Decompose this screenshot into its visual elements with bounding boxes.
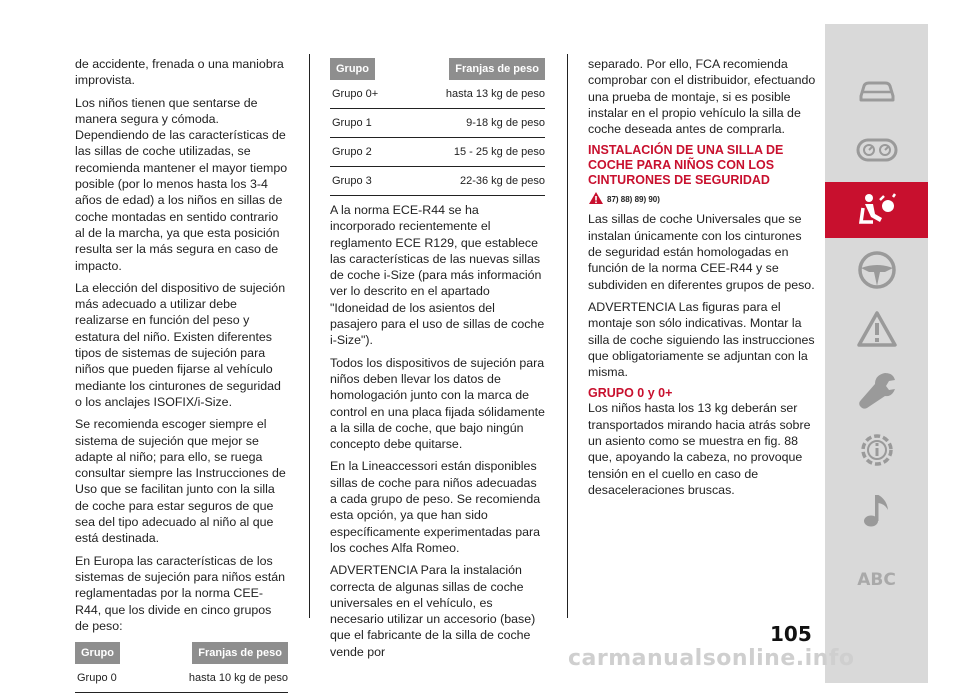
nav-car[interactable]: [825, 62, 928, 118]
table-cell-weight: 9-18 kg de peso: [466, 117, 545, 129]
wrench-icon: [855, 368, 899, 412]
nav-dashboard[interactable]: [825, 122, 928, 178]
paragraph: En Europa las características de los sistemas de sujeción para niños están reglamentadas por la norma CEE-R44, que los divide en cinco grupos de peso:: [75, 553, 286, 633]
car-icon: [855, 68, 899, 112]
paragraph: En la Lineaccessori están disponibles sillas de coche para niños adecuadas a cada grupo de peso. Se recomienda esta opción, ya que han sido específicamente experimentadas para los coches Alfa Romeo.: [330, 459, 541, 555]
table-cell-weight: hasta 10 kg de peso: [188, 672, 288, 685]
table-header: [330, 58, 545, 80]
table-cell-group: Grupo 0: [77, 672, 117, 685]
table-header-group: Grupo: [75, 642, 120, 664]
nav-warnings[interactable]: [825, 302, 928, 358]
table-row: [75, 664, 288, 693]
paragraph: separado. Por ello, FCA recomienda comprobar con el distribuidor, efectuando una prueba de montaje, si es posible instalar en el propio vehículo la silla de coche deseada antes de comprarla.: [588, 57, 816, 137]
music-note-icon: [855, 488, 899, 532]
warning-triangle-icon: [588, 191, 604, 207]
warning-references: [588, 191, 816, 207]
table-cell-weight: hasta 13 kg de peso: [445, 88, 545, 100]
table-row: [330, 109, 545, 138]
paragraph: ADVERTENCIA Las figuras para el montaje son sólo indicativas. Montar la silla de coche siguiendo las instrucciones que obligatoriamente se adjuntan con la misma.: [588, 299, 815, 380]
table-header-weight: Franjas de peso: [192, 642, 288, 664]
paragraph: Se recomienda escoger siempre el sistema de sujeción que mejor se adapte al niño; para ello, se ruega consultar siempre las Instrucciones de Uso que se facilitan junto con la silla de coche para estar seguros de que sea del tipo adecuado al niño al que está destinada.: [75, 417, 286, 546]
chapter-sidebar: [825, 24, 928, 683]
nav-multimedia[interactable]: [825, 482, 928, 538]
table-cell-group: Grupo 1: [332, 117, 372, 129]
watermark: carmanualsonline.info: [568, 646, 855, 671]
column-2: [330, 58, 545, 666]
table-row: [330, 80, 545, 109]
nav-driving[interactable]: [825, 242, 928, 298]
paragraph: La elección del dispositivo de sujeción más adecuado a utilizar debe realizarse en función del peso y estatura del niño. Existen diferentes tipos de sistemas de sujeción para niños que pueden fijarse al vehículo mediante los cinturones de seguridad o los anclajes ISOFIX/i-Size.: [75, 280, 286, 409]
dashboard-icon: [855, 128, 899, 172]
table-cell-weight: 22-36 kg de peso: [459, 175, 545, 187]
nav-safety[interactable]: [825, 182, 928, 238]
nav-maintenance[interactable]: [825, 362, 928, 418]
page-number: 105: [770, 622, 812, 646]
warning-triangle-icon: [855, 308, 899, 352]
weight-group-table: [330, 58, 545, 196]
paragraph: A la norma ECE-R44 se ha incorporado recientemente el reglamento ECE R129, que establece las características de las nuevas sillas de coche i-Size (para más información ver lo descrito en el apartado "Idoneidad de los asientos del pasajero para el uso de sillas de coche i-Size").: [330, 203, 545, 348]
table-row: [330, 138, 545, 167]
table-header-weight: Franjas de peso: [449, 58, 545, 80]
paragraph: Los niños tienen que sentarse de manera segura y cómoda. Dependiendo de las características de las sillas de coche utilizadas, se recomienda mantener el mayor tiempo posible (por lo menos hasta los 3-4 años de edad) a los niños en sillas de coche montadas en sentido contrario al de la marcha, ya que esta posición resulta ser la más segura en caso de impacto.: [75, 95, 288, 273]
column-divider: [309, 54, 310, 618]
column-3: [588, 56, 816, 504]
abc-icon: ABC: [857, 570, 896, 590]
subsection-heading: GRUPO 0 y 0+: [588, 386, 673, 401]
paragraph: ADVERTENCIA Para la instalación correcta de algunas sillas de coche universales en el vehículo, es necesario utilizar un accesorio (base) que el fabricante de la silla de coche vende por: [330, 563, 536, 659]
table-row: [330, 167, 545, 196]
column-divider: [567, 54, 568, 618]
paragraph: Las sillas de coche Universales que se instalan únicamente con los cinturones de seguridad están homologadas en función de la norma CEE-R44 y se subdividen en diferentes grupos de peso.: [588, 212, 815, 292]
nav-technical-data[interactable]: [825, 422, 928, 478]
airbag-safety-icon: [855, 188, 899, 232]
table-cell-group: Grupo 0+: [332, 88, 379, 100]
table-cell-weight: 15 - 25 kg de peso: [453, 146, 545, 158]
steering-wheel-icon: [855, 248, 899, 292]
weight-group-table: [75, 642, 288, 693]
section-heading: INSTALACIÓN DE UNA SILLA DE COCHE PARA NIÑOS CON LOS CINTURONES DE SEGURIDAD: [588, 143, 784, 188]
paragraph: Todos los dispositivos de sujeción para niños deben llevar los datos de homologación junto con la marca de control en una placa fijada sólidamente a la silla de coche, que bajo ningún concepto debe quitarse.: [330, 355, 545, 452]
paragraph: Los niños hasta los 13 kg deberán ser transportados mirando hacia atrás sobre un asiento como se muestra en fig. 88 que, apoyando la cabeza, no provoque tensión en el cuello en caso de desaceleraciones bruscas.: [588, 401, 811, 497]
table-header-group: Grupo: [330, 58, 375, 80]
warning-refs-text: 87) 88) 89) 90): [607, 194, 660, 204]
table-cell-group: Grupo 2: [332, 146, 372, 158]
table-cell-group: Grupo 3: [332, 175, 372, 187]
column-1: [75, 56, 288, 699]
table-header: [75, 642, 288, 664]
gear-info-icon: [855, 428, 899, 472]
paragraph: de accidente, frenada o una maniobra improvista.: [75, 57, 284, 88]
nav-index[interactable]: [825, 552, 928, 608]
